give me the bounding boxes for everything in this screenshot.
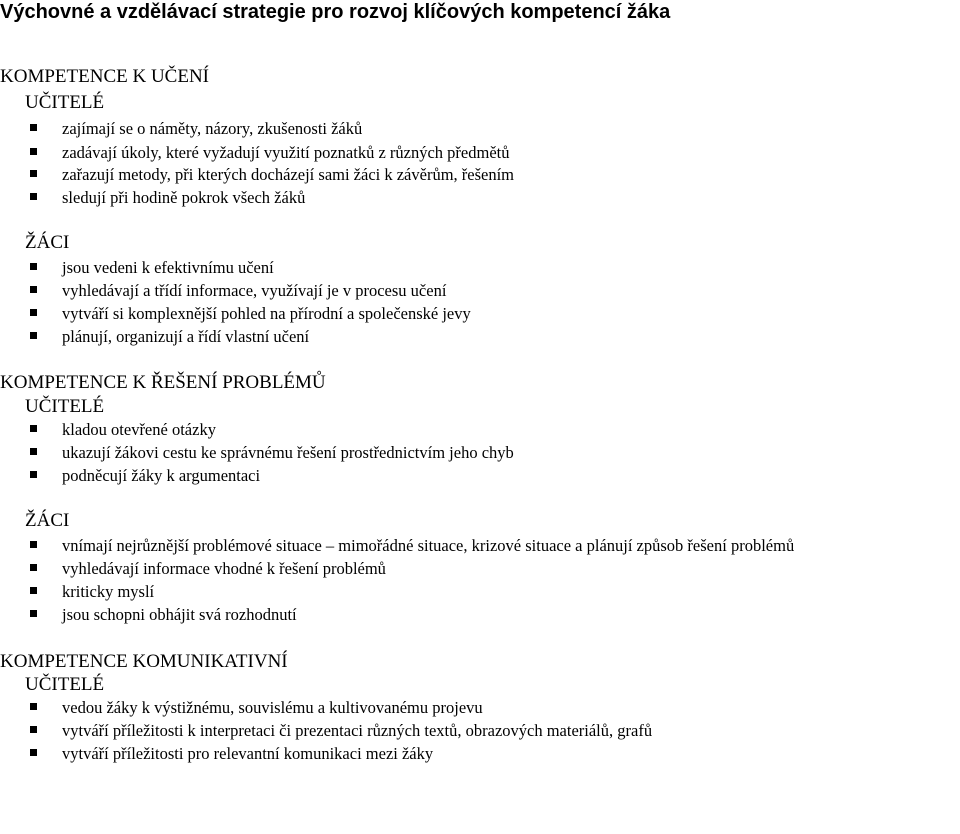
problem-solving-students-label: ŽÁCI (25, 510, 70, 531)
section-heading-problem-solving: KOMPETENCE K ŘEŠENÍ PROBLÉMŮ (0, 372, 326, 393)
bullet-icon (30, 726, 37, 733)
bullet-icon (30, 286, 37, 293)
section-heading-learning: KOMPETENCE K UČENÍ (0, 66, 209, 87)
bullet-icon (30, 587, 37, 594)
bullet-icon (30, 610, 37, 617)
bullet-icon (30, 471, 37, 478)
bullet-icon (30, 541, 37, 548)
bullet-icon (30, 148, 37, 155)
bullet-icon (30, 332, 37, 339)
communication-teachers-label: UČITELÉ (25, 674, 105, 695)
problem-solving-teachers-label: UČITELÉ (25, 396, 105, 417)
bullet-icon (30, 170, 37, 177)
bullet-icon (30, 749, 37, 756)
learning-students-label: ŽÁCI (25, 232, 70, 253)
bullet-icon (30, 564, 37, 571)
bullet-icon (30, 425, 37, 432)
bullet-icon (30, 309, 37, 316)
section-heading-communication: KOMPETENCE KOMUNIKATIVNÍ (0, 651, 288, 672)
learning-teachers-label: UČITELÉ (25, 92, 105, 113)
bullet-icon (30, 703, 37, 710)
bullet-icon (30, 448, 37, 455)
bullet-icon (30, 263, 37, 270)
bullet-icon (30, 193, 37, 200)
page-title: Výchovné a vzdělávací strategie pro rozvoj klíčových kompetencí žáka (0, 1, 671, 23)
bullet-icon (30, 124, 37, 131)
